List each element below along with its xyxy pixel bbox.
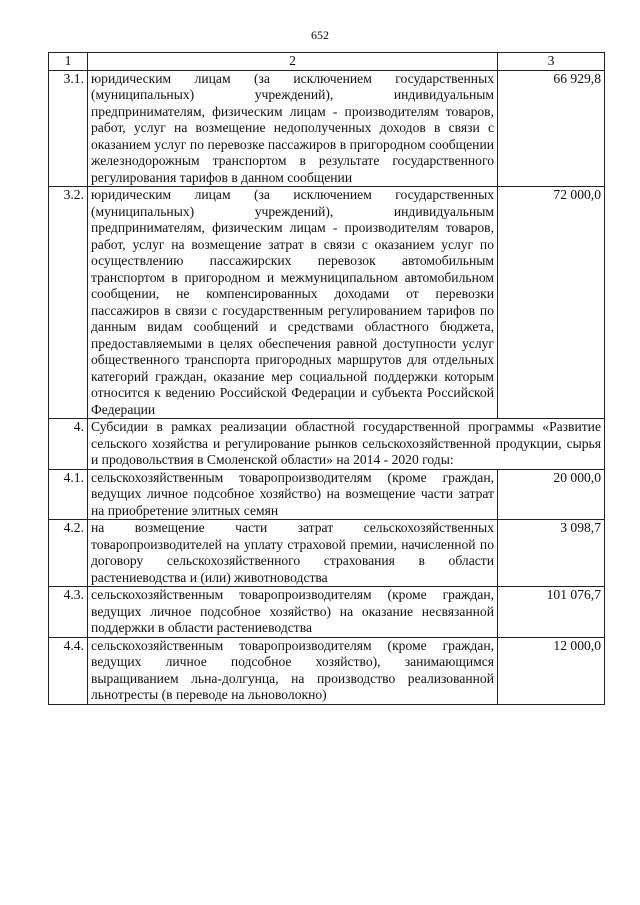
row-amount: 66 929,8: [498, 70, 605, 187]
table-row: [49, 469, 605, 520]
row-number: 4.1.: [49, 469, 88, 520]
row-amount: 72 000,0: [498, 187, 605, 419]
row-description: на возмещение части затрат сельскохозяйственных товаропроизводителей на уплату страховой премии, начисленной по договору сельскохозяйственного страхования в области растениеводства и (или) животноводства: [88, 520, 498, 587]
row-amount: 3 098,7: [498, 520, 605, 587]
table-header-row: [49, 53, 605, 71]
row-description: сельскохозяйственным товаропроизводителям (кроме граждан, ведущих личное подсобное хозяйство), занимающимся выращиванием льна-долгунца, на производство реализованной льнотресты (в переводе на льноволокно): [88, 637, 498, 704]
row-number: 4.4.: [49, 637, 88, 704]
budget-table: [48, 52, 605, 705]
table-row: [49, 520, 605, 587]
table-row: [49, 70, 605, 187]
row-description: юридическим лицам (за исключением государственных (муниципальных) учреждений), индивидуальным предпринимателям, физическим лицам - производителям товаров, работ, услуг на возмещение затрат в связи с оказанием услуг по осуществлению пассажирских перевозок автомобильным транспортом в пригородном и межмуниципальном автомобильном сообщении, не компенсированных доходами от перевозки пассажиров в связи с государственным регулированием тарифов по данным видам сообщений и средствами областного бюджета, предоставляемыми в целях обеспечения равной доступности услуг общественного транспорта пригородных маршрутов для отдельных категорий граждан, оказание мер социальной поддержки которым относится к ведению Российской Федерации и субъекта Российской Федерации: [88, 187, 498, 419]
table-row: [49, 637, 605, 704]
row-number: 3.1.: [49, 70, 88, 187]
row-amount: 101 076,7: [498, 587, 605, 638]
row-number: 3.2.: [49, 187, 88, 419]
row-description: сельскохозяйственным товаропроизводителям (кроме граждан, ведущих личное подсобное хозяйство) на возмещение части затрат на приобретение элитных семян: [88, 469, 498, 520]
table-row: [49, 587, 605, 638]
table-row-section: [49, 419, 605, 470]
row-amount: 12 000,0: [498, 637, 605, 704]
page-number: 652: [311, 28, 329, 42]
row-number: 4.3.: [49, 587, 88, 638]
row-number: 4.2.: [49, 520, 88, 587]
column-header-2: 2: [88, 53, 498, 71]
section-description: Субсидии в рамках реализации областной государственной программы «Развитие сельского хозяйства и регулирование рынков сельскохозяйственной продукции, сырья и продовольствия в Смоленской области» на 2014 - 2020 годы:: [88, 419, 605, 470]
row-number: 4.: [49, 419, 88, 470]
row-description: юридическим лицам (за исключением государственных (муниципальных) учреждений), индивидуальным предпринимателям, физическим лицам - производителям товаров, работ, услуг на возмещение недополученных доходов в связи с оказанием услуг по перевозке пассажиров в пригородном сообщении железнодорожным транспортом в результате государственного регулирования тарифов в данном сообщении: [88, 70, 498, 187]
column-header-1: 1: [49, 53, 88, 71]
row-description: сельскохозяйственным товаропроизводителям (кроме граждан, ведущих личное подсобное хозяйство) на оказание несвязанной поддержки в области растениеводства: [88, 587, 498, 638]
column-header-3: 3: [498, 53, 605, 71]
row-amount: 20 000,0: [498, 469, 605, 520]
table-row: [49, 187, 605, 419]
